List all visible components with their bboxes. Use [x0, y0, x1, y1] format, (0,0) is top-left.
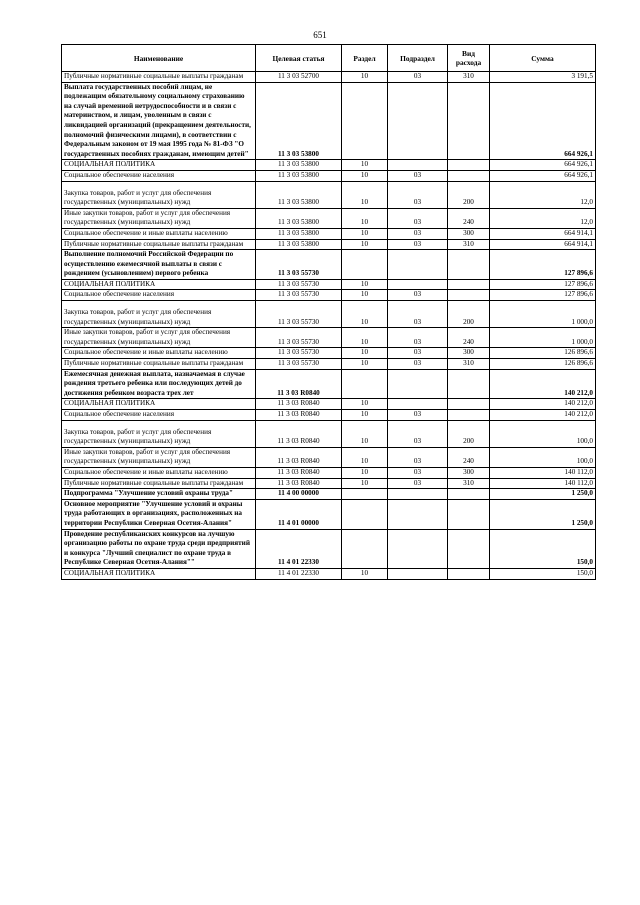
cell-section: 10: [342, 181, 388, 208]
cell-expense-type: 240: [448, 328, 490, 348]
cell-section: 10: [342, 160, 388, 171]
table-row: [62, 489, 596, 500]
cell-amount: 664 926,1: [490, 160, 596, 171]
cell-expense-type: 310: [448, 478, 490, 489]
cell-target: 11 3 03 R0840: [256, 420, 342, 447]
cell-expense-type: [448, 82, 490, 160]
cell-section: 10: [342, 348, 388, 359]
cell-section: 10: [342, 239, 388, 250]
cell-target: 11 3 03 53800: [256, 160, 342, 171]
cell-name: Социальное обеспечение населения: [62, 410, 256, 421]
cell-target: 11 3 03 53800: [256, 82, 342, 160]
cell-section: 10: [342, 228, 388, 239]
table-row: [62, 410, 596, 421]
cell-amount: 140 212,0: [490, 399, 596, 410]
table-row: [62, 181, 596, 208]
cell-subsection: 03: [388, 359, 448, 370]
cell-name: СОЦИАЛЬНАЯ ПОЛИТИКА: [62, 279, 256, 290]
cell-section: [342, 499, 388, 529]
cell-section: 10: [342, 410, 388, 421]
cell-name: Ежемесячная денежная выплата, назначаемая в случае рождения третьего ребенка или последующих детей до достижения ребенком возраста трех лет: [62, 369, 256, 399]
cell-target: 11 3 03 53800: [256, 239, 342, 250]
cell-name: СОЦИАЛЬНАЯ ПОЛИТИКА: [62, 399, 256, 410]
header-name: Наименование: [62, 45, 256, 72]
cell-name: Основное мероприятие "Улучшение условий и охраны труда работающих в организациях, расположенных на территории Республики Северная Осетия-Алания": [62, 499, 256, 529]
table-header-row: [62, 45, 596, 72]
cell-amount: 1 250,0: [490, 499, 596, 529]
cell-name: Проведение республиканских конкурсов на лучшую организацию работы по охране труда среди предприятий и конкурса "Лучший специалист по охране труда в Республике Северная Осетия-Алания"": [62, 529, 256, 568]
cell-section: 10: [342, 279, 388, 290]
table-row: [62, 499, 596, 529]
cell-section: 10: [342, 290, 388, 301]
budget-table: [61, 44, 596, 580]
cell-amount: 127 896,6: [490, 250, 596, 280]
table-row: [62, 239, 596, 250]
cell-section: [342, 489, 388, 500]
cell-amount: 150,0: [490, 529, 596, 568]
table-row: [62, 290, 596, 301]
table-row: [62, 250, 596, 280]
cell-amount: 100,0: [490, 420, 596, 447]
cell-subsection: 03: [388, 170, 448, 181]
cell-subsection: [388, 529, 448, 568]
table-body: [62, 72, 596, 580]
cell-amount: 664 926,1: [490, 170, 596, 181]
cell-target: 11 3 03 55730: [256, 250, 342, 280]
table-row: [62, 369, 596, 399]
cell-target: 11 3 03 55730: [256, 359, 342, 370]
cell-amount: 140 212,0: [490, 369, 596, 399]
cell-expense-type: [448, 250, 490, 280]
header-section: Раздел: [342, 45, 388, 72]
cell-section: 10: [342, 301, 388, 328]
cell-amount: 1 000,0: [490, 301, 596, 328]
cell-target: 11 3 03 55730: [256, 328, 342, 348]
cell-amount: 126 896,6: [490, 359, 596, 370]
cell-section: 10: [342, 447, 388, 467]
cell-target: 11 3 03 53800: [256, 208, 342, 228]
table-row: [62, 72, 596, 83]
cell-subsection: [388, 160, 448, 171]
cell-subsection: [388, 399, 448, 410]
cell-name: Выплата государственных пособий лицам, не подлежащим обязательному социальному страхованию на случай временной нетрудоспособности и в связи с материнством, и лицам, уволенным в связи с ликвидацией организаций (прекращением деятельности, полномочий физическими лицами), в соответствии с Федеральным законом от 19 мая 1995 года № 81-ФЗ "О государственных пособиях гражданам, имеющим детей": [62, 82, 256, 160]
table-row: [62, 279, 596, 290]
cell-name: Иные закупки товаров, работ и услуг для обеспечения государственных (муниципальных) нужд: [62, 208, 256, 228]
cell-amount: 140 112,0: [490, 478, 596, 489]
cell-name: Выполнение полномочий Российской Федерации по осуществлению ежемесячной выплаты в связи с рождением (усыновлением) первого ребенка: [62, 250, 256, 280]
table-row: [62, 399, 596, 410]
cell-target: 11 3 03 53800: [256, 170, 342, 181]
cell-target: 11 3 03 55730: [256, 279, 342, 290]
cell-name: Закупка товаров, работ и услуг для обеспечения государственных (муниципальных) нужд: [62, 301, 256, 328]
cell-expense-type: [448, 568, 490, 579]
cell-section: 10: [342, 399, 388, 410]
cell-name: Подпрограмма "Улучшение условий охраны труда": [62, 489, 256, 500]
table-row: [62, 328, 596, 348]
header-target: Целевая статья: [256, 45, 342, 72]
cell-expense-type: 300: [448, 348, 490, 359]
cell-expense-type: 300: [448, 467, 490, 478]
table-row: [62, 170, 596, 181]
table-row: [62, 348, 596, 359]
cell-section: 10: [342, 478, 388, 489]
cell-subsection: 03: [388, 328, 448, 348]
cell-section: 10: [342, 467, 388, 478]
cell-expense-type: 200: [448, 420, 490, 447]
cell-name: Социальное обеспечение населения: [62, 290, 256, 301]
cell-subsection: [388, 489, 448, 500]
cell-subsection: [388, 499, 448, 529]
cell-subsection: [388, 82, 448, 160]
cell-amount: 664 926,1: [490, 82, 596, 160]
cell-amount: 150,0: [490, 568, 596, 579]
cell-section: 10: [342, 420, 388, 447]
cell-target: 11 3 03 R0840: [256, 447, 342, 467]
cell-amount: 664 914,1: [490, 228, 596, 239]
cell-subsection: 03: [388, 290, 448, 301]
cell-amount: 100,0: [490, 447, 596, 467]
cell-name: Социальное обеспечение населения: [62, 170, 256, 181]
cell-target: 11 4 00 00000: [256, 489, 342, 500]
table-row: [62, 82, 596, 160]
cell-name: Социальное обеспечение и иные выплаты населению: [62, 467, 256, 478]
cell-subsection: 03: [388, 301, 448, 328]
table-row: [62, 467, 596, 478]
cell-amount: 1 250,0: [490, 489, 596, 500]
cell-subsection: [388, 279, 448, 290]
cell-section: [342, 82, 388, 160]
table-row: [62, 478, 596, 489]
cell-expense-type: [448, 399, 490, 410]
table-row: [62, 208, 596, 228]
cell-section: [342, 250, 388, 280]
cell-subsection: [388, 568, 448, 579]
cell-name: Публичные нормативные социальные выплаты гражданам: [62, 478, 256, 489]
cell-amount: 3 191,5: [490, 72, 596, 83]
cell-target: 11 3 03 55730: [256, 290, 342, 301]
cell-subsection: 03: [388, 72, 448, 83]
cell-subsection: 03: [388, 447, 448, 467]
cell-expense-type: 300: [448, 228, 490, 239]
cell-expense-type: 310: [448, 359, 490, 370]
cell-amount: 12,0: [490, 208, 596, 228]
cell-target: 11 3 03 53800: [256, 228, 342, 239]
cell-expense-type: [448, 279, 490, 290]
cell-expense-type: [448, 369, 490, 399]
cell-subsection: [388, 250, 448, 280]
cell-name: Закупка товаров, работ и услуг для обеспечения государственных (муниципальных) нужд: [62, 420, 256, 447]
cell-section: 10: [342, 170, 388, 181]
cell-expense-type: 200: [448, 301, 490, 328]
table-row: [62, 228, 596, 239]
cell-expense-type: [448, 489, 490, 500]
cell-amount: 126 896,6: [490, 348, 596, 359]
table-row: [62, 160, 596, 171]
cell-target: 11 3 03 R0840: [256, 369, 342, 399]
cell-amount: 127 896,6: [490, 290, 596, 301]
cell-subsection: 03: [388, 410, 448, 421]
cell-expense-type: [448, 290, 490, 301]
cell-target: 11 3 03 R0840: [256, 478, 342, 489]
cell-subsection: 03: [388, 239, 448, 250]
cell-expense-type: [448, 529, 490, 568]
table-row: [62, 359, 596, 370]
cell-section: 10: [342, 328, 388, 348]
cell-target: 11 3 03 53800: [256, 181, 342, 208]
cell-target: 11 3 03 55730: [256, 348, 342, 359]
cell-subsection: 03: [388, 208, 448, 228]
cell-expense-type: 310: [448, 239, 490, 250]
cell-subsection: 03: [388, 348, 448, 359]
cell-expense-type: [448, 170, 490, 181]
cell-name: Публичные нормативные социальные выплаты гражданам: [62, 72, 256, 83]
cell-name: Иные закупки товаров, работ и услуг для обеспечения государственных (муниципальных) нужд: [62, 447, 256, 467]
table-row: [62, 568, 596, 579]
cell-target: 11 4 01 22330: [256, 529, 342, 568]
cell-name: Публичные нормативные социальные выплаты гражданам: [62, 239, 256, 250]
cell-name: Иные закупки товаров, работ и услуг для обеспечения государственных (муниципальных) нужд: [62, 328, 256, 348]
cell-subsection: 03: [388, 228, 448, 239]
cell-name: Социальное обеспечение и иные выплаты населению: [62, 228, 256, 239]
page-number: 651: [313, 30, 327, 40]
cell-expense-type: [448, 499, 490, 529]
table-row: [62, 420, 596, 447]
cell-section: 10: [342, 359, 388, 370]
cell-expense-type: 310: [448, 72, 490, 83]
cell-amount: 127 896,6: [490, 279, 596, 290]
cell-name: Закупка товаров, работ и услуг для обеспечения государственных (муниципальных) нужд: [62, 181, 256, 208]
cell-subsection: 03: [388, 181, 448, 208]
cell-expense-type: 240: [448, 208, 490, 228]
cell-name: СОЦИАЛЬНАЯ ПОЛИТИКА: [62, 160, 256, 171]
cell-target: 11 4 01 00000: [256, 499, 342, 529]
cell-name: Социальное обеспечение и иные выплаты населению: [62, 348, 256, 359]
cell-target: 11 3 03 55730: [256, 301, 342, 328]
cell-name: Публичные нормативные социальные выплаты гражданам: [62, 359, 256, 370]
cell-expense-type: 200: [448, 181, 490, 208]
cell-subsection: [388, 369, 448, 399]
header-subsection: Подраздел: [388, 45, 448, 72]
cell-section: 10: [342, 568, 388, 579]
cell-amount: 12,0: [490, 181, 596, 208]
cell-target: 11 3 03 R0840: [256, 399, 342, 410]
cell-expense-type: [448, 410, 490, 421]
cell-section: 10: [342, 72, 388, 83]
cell-target: 11 3 03 R0840: [256, 467, 342, 478]
table-row: [62, 301, 596, 328]
cell-expense-type: 240: [448, 447, 490, 467]
cell-amount: 140 112,0: [490, 467, 596, 478]
cell-section: [342, 529, 388, 568]
cell-expense-type: [448, 160, 490, 171]
cell-target: 11 4 01 22330: [256, 568, 342, 579]
cell-subsection: 03: [388, 467, 448, 478]
cell-amount: 140 212,0: [490, 410, 596, 421]
cell-subsection: 03: [388, 478, 448, 489]
cell-name: СОЦИАЛЬНАЯ ПОЛИТИКА: [62, 568, 256, 579]
table-row: [62, 529, 596, 568]
header-amount: Сумма: [490, 45, 596, 72]
cell-section: 10: [342, 208, 388, 228]
cell-amount: 664 914,1: [490, 239, 596, 250]
table-row: [62, 447, 596, 467]
header-expense-type: Вид расхода: [448, 45, 490, 72]
cell-subsection: 03: [388, 420, 448, 447]
cell-target: 11 3 03 52700: [256, 72, 342, 83]
cell-section: [342, 369, 388, 399]
cell-amount: 1 000,0: [490, 328, 596, 348]
cell-target: 11 3 03 R0840: [256, 410, 342, 421]
